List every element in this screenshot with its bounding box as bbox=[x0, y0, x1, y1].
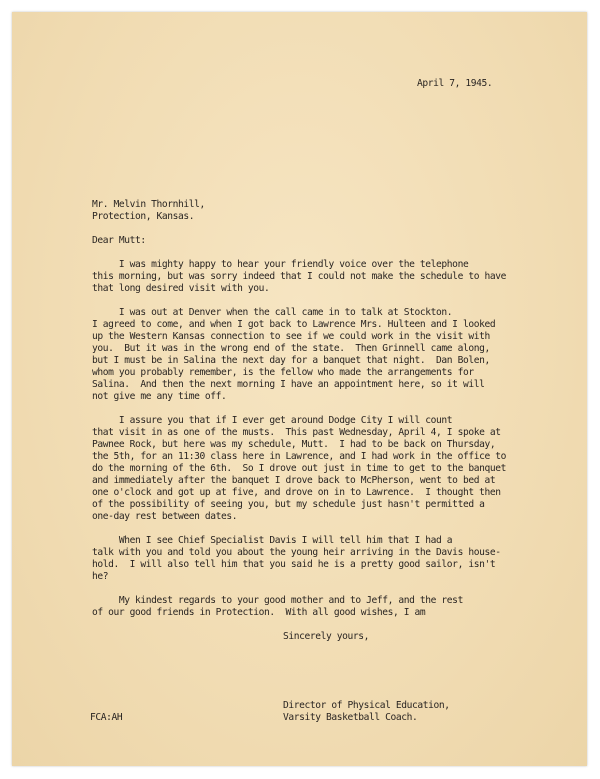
body-line: of the possibility of seeing you, but my schedule just hasn't permitted a bbox=[92, 499, 485, 510]
body-line: talk with you and told you about the young heir arriving in the Davis house- bbox=[92, 547, 501, 558]
body-line: When I see Chief Specialist Davis I will tell him that I had a bbox=[92, 535, 453, 546]
letter-date: April 7, 1945. bbox=[417, 78, 493, 89]
body-line: hold. I will also tell him that you said he is a pretty good sailor, isn't bbox=[92, 559, 496, 570]
body-line: the 5th, for an 11:30 class here in Lawrence, and I had work in the office to bbox=[92, 451, 506, 462]
body-line: My kindest regards to your good mother and to Jeff, and the rest bbox=[92, 595, 463, 606]
closing: Sincerely yours, bbox=[283, 631, 370, 642]
body-line: one-day rest between dates. bbox=[92, 511, 238, 522]
body-line: do the morning of the 6th. So I drove out just in time to get to the banquet bbox=[92, 463, 506, 474]
signature-title: Director of Physical Education, bbox=[283, 700, 450, 711]
typist-initials: FCA:AH bbox=[90, 712, 123, 723]
body-line: that long desired visit with you. bbox=[92, 283, 270, 294]
body-line: this morning, but was sorry indeed that I could not make the schedule to have bbox=[92, 271, 506, 282]
body-line: not give me any time off. bbox=[92, 391, 227, 402]
salutation: Dear Mutt: bbox=[92, 235, 146, 246]
body-line: I assure you that if I ever get around Dodge City I will count bbox=[92, 415, 453, 426]
body-line: and immediately after the banquet I drove back to McPherson, went to bed at bbox=[92, 475, 496, 486]
body-line: I agreed to come, and when I got back to Lawrence Mrs. Hulteen and I looked bbox=[92, 319, 496, 330]
recipient-name: Mr. Melvin Thornhill, bbox=[92, 199, 205, 210]
recipient-address: Protection, Kansas. bbox=[92, 211, 195, 222]
body-line: I was out at Denver when the call came in to talk at Stockton. bbox=[92, 307, 453, 318]
body-line: Pawnee Rock, but here was my schedule, Mutt. I had to be back on Thursday, bbox=[92, 439, 496, 450]
body-line: I was mighty happy to hear your friendly voice over the telephone bbox=[92, 259, 469, 270]
body-line: that visit in as one of the musts. This past Wednesday, April 4, I spoke at bbox=[92, 427, 501, 438]
body-line: he? bbox=[92, 571, 109, 582]
letter-page bbox=[12, 12, 587, 766]
body-line: Salina. And then the next morning I have an appointment here, so it will bbox=[92, 379, 485, 390]
body-line: of our good friends in Protection. With all good wishes, I am bbox=[92, 607, 426, 618]
body-line: but I must be in Salina the next day for a banquet that night. Dan Bolen, bbox=[92, 355, 490, 366]
body-line: up the Western Kansas connection to see if we could work in the visit with bbox=[92, 331, 490, 342]
signature-title: Varsity Basketball Coach. bbox=[283, 712, 418, 723]
body-line: whom you probably remember, is the fellow who made the arrangements for bbox=[92, 367, 474, 378]
body-line: you. But it was in the wrong end of the state. Then Grinnell came along, bbox=[92, 343, 490, 354]
body-line: one o'clock and got up at five, and drove on in to Lawrence. I thought then bbox=[92, 487, 501, 498]
